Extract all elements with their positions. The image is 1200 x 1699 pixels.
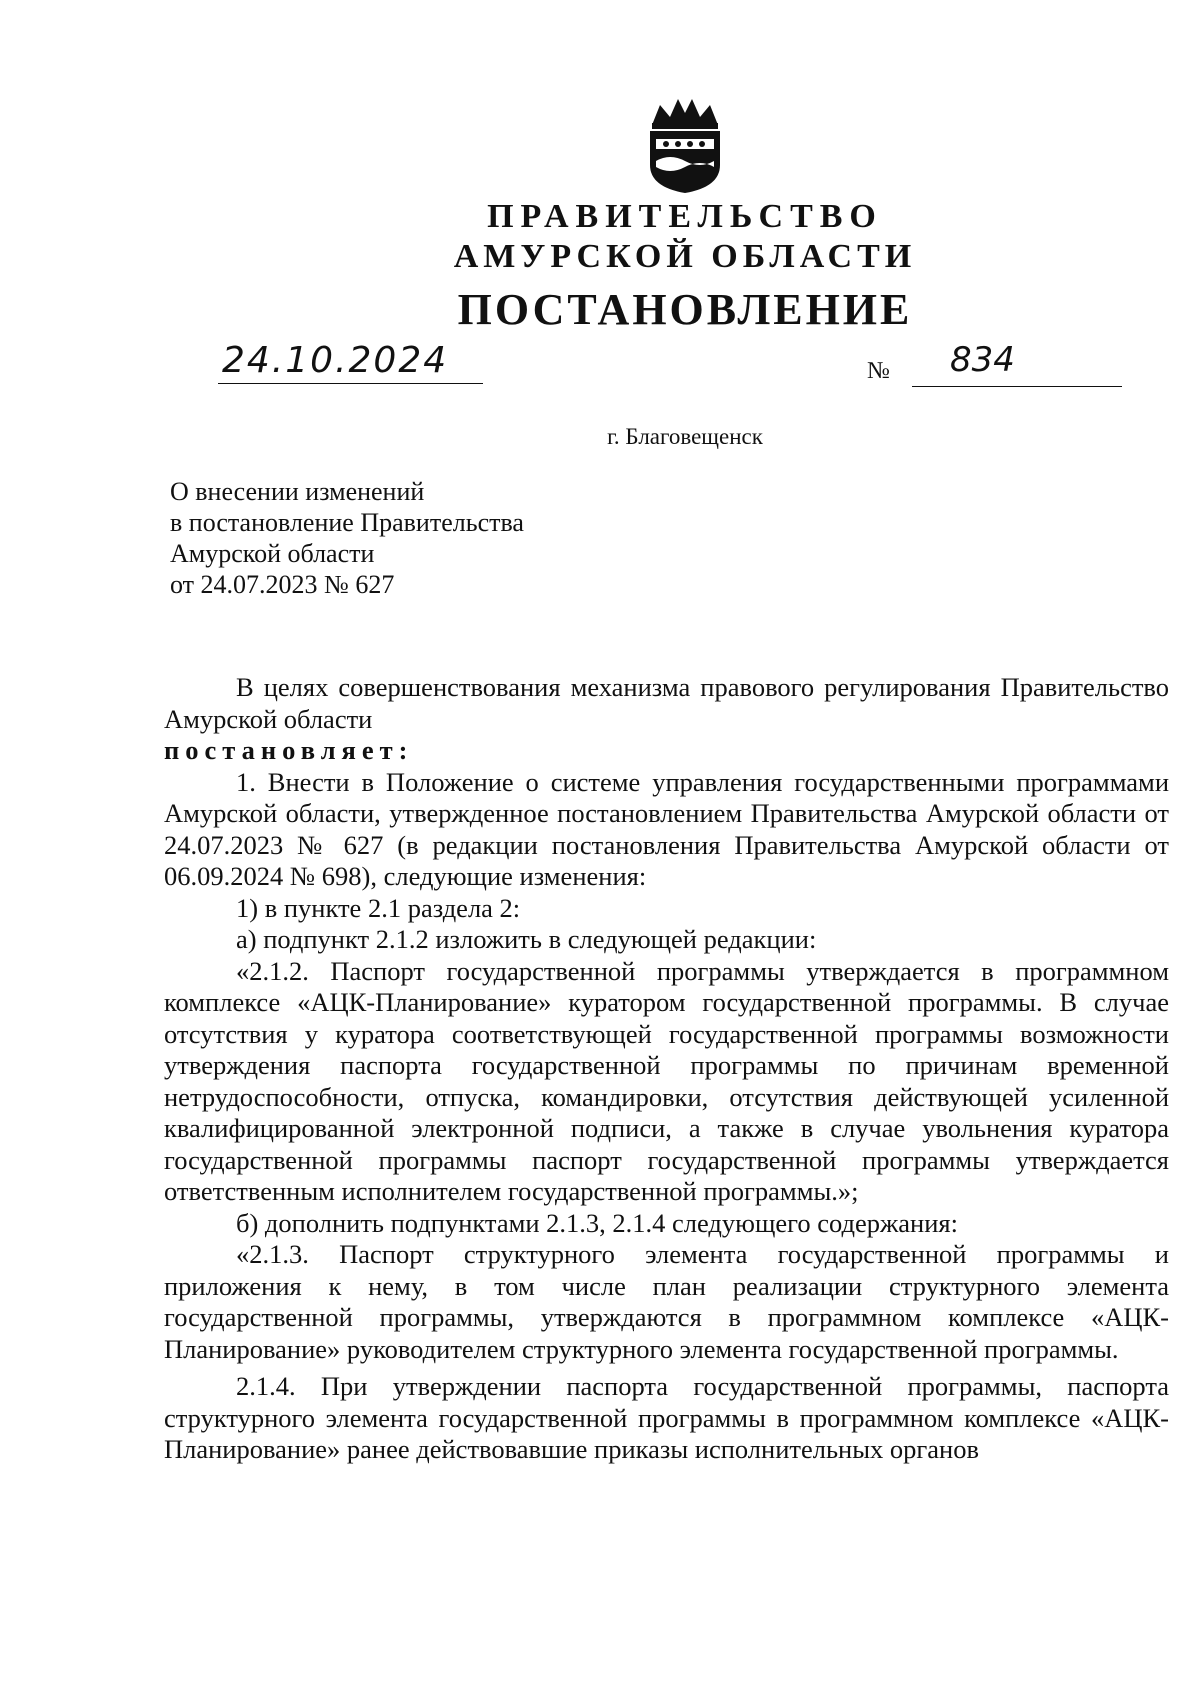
subject-line: от 24.07.2023 № 627 [170,570,395,599]
preamble-paragraph: В целях совершенствования механизма правового регулирования Правительство Амурской области [164,672,1169,734]
document-kind-title: ПОСТАНОВЛЕНИЕ [457,285,913,334]
city-name: г. Благовещенск [607,424,763,449]
document-date: 24.10.2024 [222,340,449,381]
date-underline [218,383,483,384]
subject-line: Амурской области [170,539,375,568]
paragraph-2-1-4: 2.1.4. При утверждении паспорта государственной программы, паспорта структурного элемента государственной программы в программном комплексе «АЦК-Планирование» ранее действовавшие приказы исполнительных органов [164,1371,1169,1464]
document-body [164,672,1169,1466]
number-underline [912,386,1122,387]
resolves-word: постановляет: [164,735,414,765]
paragraph-1: 1. Внести в Положение о системе управления государственными программами Амурской области, утвержденное постановлением Правительства Амурской области от 24.07.2023 № 627 (в редакции постановления Правительства Амурской области от 06.09.2024 № 698), следующие изменения: [164,766,1169,891]
organization-name-line1: ПРАВИТЕЛЬСТВО [487,198,883,235]
paragraph-subitem-b: б) дополнить подпунктами 2.1.3, 2.1.4 следующего содержания: [236,1207,958,1238]
number-label: № [867,358,890,384]
paragraph-subitem-a: а) подпункт 2.1.2 изложить в следующей редакции: [236,924,817,954]
paragraph-2-1-3: «2.1.3. Паспорт структурного элемента государственной программы и приложения к нему, в том числе план реализации структурного элемента государственной программы, утверждаются в программном комплексе «АЦК-Планирование» руководителем структурного элемента государственной программы. [164,1239,1169,1364]
amur-coat-of-arms-icon [630,95,740,195]
subject-line: О внесении изменений [170,477,425,506]
paragraph-2-1-2: «2.1.2. Паспорт государственной программы утверждается в программном комплексе «АЦК-Планирование» куратором государственной программы. В случае отсутствия у куратора соответствующей государственной программы возможности утверждения паспорта государственной программы по причинам временной нетрудоспособности, отпуска, командировки, отсутствия действующей усиленной квалифицированной электронной подписи, а также в случае увольнения куратора государственной программы паспорт государственной программы утверждается ответственным исполнителем государственной программы.»; [164,955,1169,1206]
document-subject [170,476,524,600]
document-number: 834 [950,340,1015,380]
organization-name-line2: АМУРСКОЙ ОБЛАСТИ [453,238,917,275]
subject-line: в постановление Правительства [170,508,524,537]
paragraph-item-1: 1) в пункте 2.1 раздела 2: [236,892,521,923]
